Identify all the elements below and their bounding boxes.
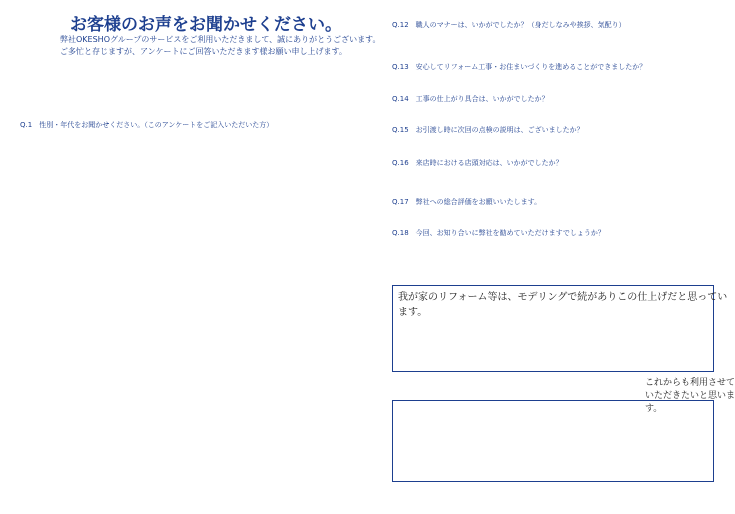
question-16: Q.16 来店時における店頭対応は、いかがでしたか？ <box>392 159 563 167</box>
comment-text: 我が家のリフォーム等は、モデリングで続がありこの仕上げだと思っています。 <box>398 292 728 318</box>
question-12: Q.12 職人のマナーは、いかがでしたか？（身だしなみや挨拶、気配り） <box>392 21 626 29</box>
question-17: Q.17 弊社への総合評価をお願いいたします。 <box>392 198 542 206</box>
question-14: Q.14 工事の仕上がり具合は、いかがでしたか？ <box>392 95 549 103</box>
question-1: Q.1 性別・年代をお聞かせください。（このアンケートをご記入いただいた方） <box>20 121 274 129</box>
question-13: Q.13 安心してリフォーム工事・お住まいづくりを進めることができましたか？ <box>392 63 647 71</box>
question-15: Q.15 お引渡し時に次回の点検の説明は、ございましたか？ <box>392 126 584 134</box>
page-title: お客様のお声をお聞かせください。 <box>70 15 342 35</box>
intro-text: 弊社OKESHOグループのサービスをご利用いただきまして、誠にありがとうございます。 ご多忙と存じますが、アンケートにご回答いただきます様お願い申し上げます。 <box>60 35 381 56</box>
comment-extra: これからも利用させていただきたいと思います。 <box>645 378 735 414</box>
question-18: Q.18 今回、お知り合いに弊社を勧めていただけますでしょうか？ <box>392 229 605 237</box>
